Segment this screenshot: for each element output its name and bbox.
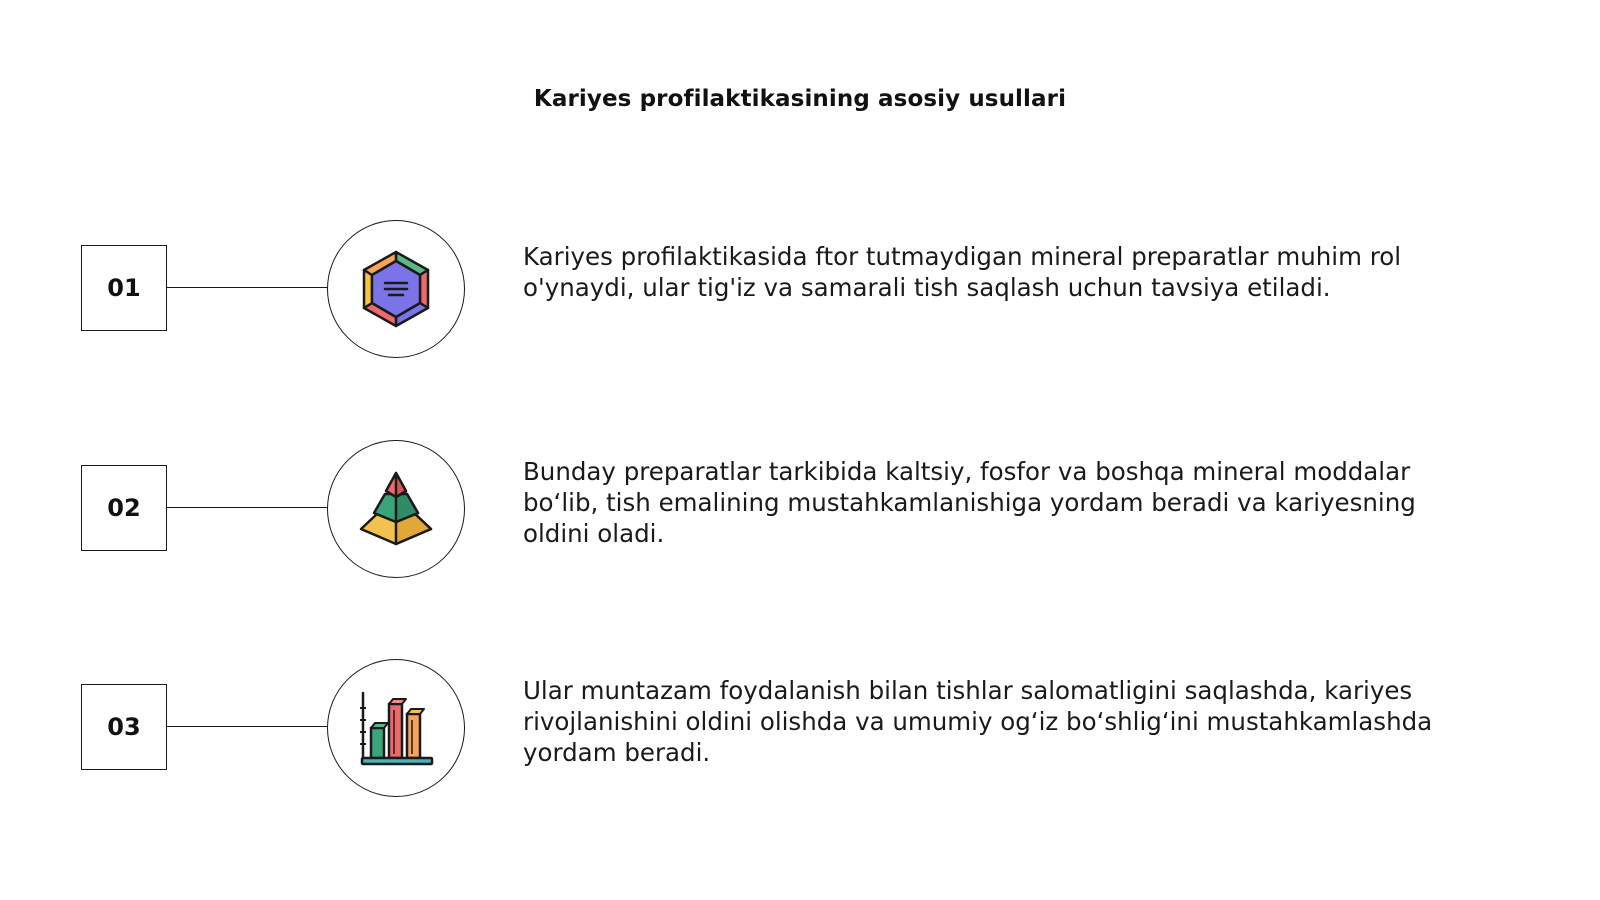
layered-pyramid-icon (356, 469, 436, 549)
icon-circle (327, 220, 465, 358)
bar-chart-icon (356, 688, 436, 768)
step-number: 02 (107, 494, 141, 522)
step-row-1 (0, 220, 1600, 360)
hexagon-document-icon (356, 249, 436, 329)
step-description: Kariyes profilaktikasida ftor tutmaydigan mineral preparatlar muhim rol o'ynaydi, ular tig'iz va samarali tish saqlash uchun tavsiya etiladi. (523, 242, 1402, 302)
step-number-box (81, 465, 167, 551)
step-number: 03 (107, 713, 141, 741)
connector-line (167, 726, 328, 727)
step-number-box (81, 684, 167, 770)
step-number: 01 (107, 274, 141, 302)
step-description: Bunday preparatlar tarkibida kaltsiy, fosfor va boshqa mineral moddalar bo‘lib, tish emalining mustahkamlanishiga yordam beradi va kariyesning oldini oladi. (523, 457, 1416, 548)
page-title: Kariyes profilaktikasining asosiy usullari (533, 86, 1067, 112)
icon-circle (327, 440, 465, 578)
step-row-3 (0, 659, 1600, 799)
connector-line (167, 287, 328, 288)
icon-circle (327, 659, 465, 797)
step-number-box (81, 245, 167, 331)
step-row-2 (0, 440, 1600, 580)
step-description: Ular muntazam foydalanish bilan tishlar salomatligini saqlashda, kariyes rivojlanishini oldini olishda va umumiy og‘iz bo‘shlig‘ini mustahkamlashda yordam beradi. (523, 676, 1433, 767)
connector-line (167, 507, 328, 508)
